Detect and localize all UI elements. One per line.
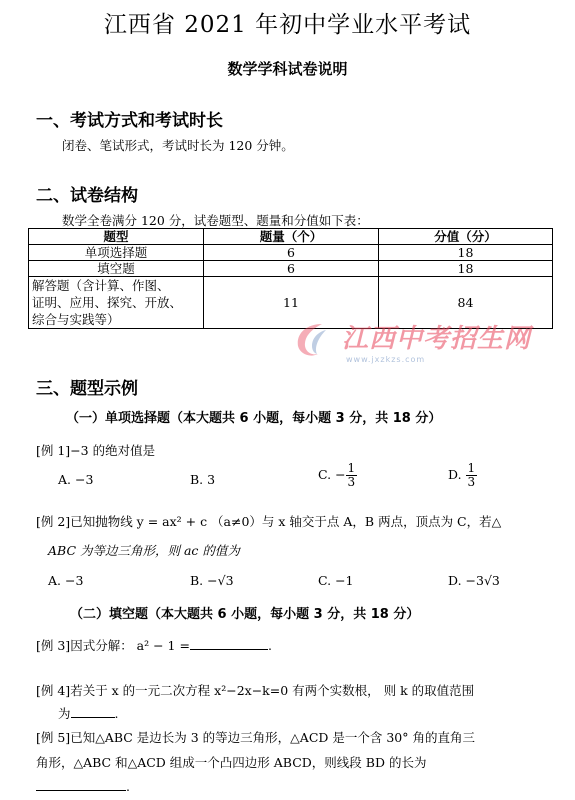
- table-cell: 11: [204, 277, 379, 329]
- numerator: 1: [467, 461, 476, 475]
- example-stem: 因式分解： a² − 1 =: [70, 638, 190, 653]
- table-cell: 18: [379, 245, 553, 261]
- structure-table: [28, 228, 553, 329]
- example-end: .: [267, 638, 272, 653]
- example-2-line-2: ABC 为等边三角形，则 ac 的值为: [48, 543, 240, 558]
- denominator: 3: [467, 475, 476, 489]
- example-4-line-2: [58, 704, 119, 722]
- table-cell: 18: [379, 261, 553, 277]
- page-subtitle: 数学学科试卷说明: [227, 60, 348, 78]
- section-heading-exam-mode: 一、考试方式和考试时长: [36, 111, 223, 131]
- table-cell: 84: [379, 277, 553, 329]
- example-5-line-3: [36, 778, 130, 794]
- example-line: 若关于 x 的一元二次方程 x²−2x−k=0 有两个实数根， 则 k 的取值范围: [70, 683, 475, 698]
- cell-line: 综合与实践等）: [32, 312, 120, 327]
- table-cell: [29, 277, 204, 329]
- table-cell: 6: [204, 245, 379, 261]
- watermark-url: www.jxzkzs.com: [346, 355, 426, 364]
- table-cell: 单项选择题: [29, 245, 204, 261]
- watermark-text: 江西中考招生网: [342, 324, 532, 354]
- table-header: 题型: [29, 229, 204, 245]
- denominator: 3: [347, 475, 356, 489]
- example-line: 为: [58, 706, 71, 721]
- example-line: 已知抛物线 y = ax² + c （a≠0）与 x 轴交于点 A，B 两点，顶点为 C，若△: [70, 514, 502, 529]
- section-heading-examples: 三、题型示例: [36, 379, 138, 399]
- option-c: C. −1: [318, 573, 354, 588]
- table-cell: 6: [204, 261, 379, 277]
- exam-mode-text: 闭卷、笔试形式，考试时长为 120 分钟。: [62, 138, 294, 153]
- option-c: [318, 462, 357, 489]
- table-header: 分值（分）: [379, 229, 553, 245]
- answer-blank: [190, 637, 268, 650]
- fraction: [346, 462, 358, 489]
- answer-blank: [71, 705, 115, 718]
- option-prefix: D.: [448, 467, 466, 482]
- option-b: B. −√3: [190, 573, 234, 588]
- table-cell: 填空题: [29, 261, 204, 277]
- table-row: [29, 245, 553, 261]
- example-3: [36, 636, 272, 654]
- table-header: 题量（个）: [204, 229, 379, 245]
- example-5-line-2: 角形，△ABC 和△ACD 组成一个凸四边形 ABCD，则线段 BD 的长为: [36, 755, 427, 770]
- example-end: .: [126, 779, 130, 794]
- example-label: [例 4]: [36, 683, 71, 698]
- section-heading-structure: 二、试卷结构: [36, 186, 138, 206]
- example-label: [例 3]: [36, 638, 71, 653]
- option-b: B. 3: [190, 472, 216, 487]
- answer-blank: [36, 778, 126, 791]
- cell-line: 解答题（含计算、作图、: [32, 278, 170, 293]
- example-stem: −3 的绝对值是: [70, 443, 156, 458]
- example-2: [36, 512, 501, 530]
- example-5: [36, 728, 475, 746]
- example-label: [例 2]: [36, 514, 71, 529]
- example-1: [36, 441, 155, 459]
- structure-intro: 数学全卷满分 120 分，试卷题型、题量和分值如下表：: [62, 213, 369, 228]
- example-label: [例 5]: [36, 730, 71, 745]
- option-d: [448, 462, 477, 489]
- example-line: 已知△ABC 是边长为 3 的等边三角形，△ACD 是一个含 30° 角的直角三: [70, 730, 475, 745]
- option-prefix: C. −: [318, 467, 346, 482]
- table-row: [29, 261, 553, 277]
- option-a: A. −3: [58, 472, 94, 487]
- option-a: A. −3: [48, 573, 84, 588]
- part-heading-fill: （二）填空题（本大题共 6 小题，每小题 3 分，共 18 分）: [70, 607, 420, 622]
- example-end: .: [114, 706, 119, 721]
- example-4: [36, 681, 474, 699]
- cell-line: 证明、应用、探究、开放、: [32, 295, 183, 310]
- option-d: D. −3√3: [448, 573, 500, 588]
- watermark-logo: [296, 318, 531, 364]
- page-title: 江西省 2021 年初中学业水平考试: [103, 12, 472, 38]
- part-heading-choice: （一）单项选择题（本大题共 6 小题，每小题 3 分，共 18 分）: [66, 411, 442, 426]
- fraction: [466, 462, 478, 489]
- swirl-logo-icon: [292, 320, 336, 360]
- numerator: 1: [347, 461, 356, 475]
- example-label: [例 1]: [36, 443, 71, 458]
- table-header-row: [29, 229, 553, 245]
